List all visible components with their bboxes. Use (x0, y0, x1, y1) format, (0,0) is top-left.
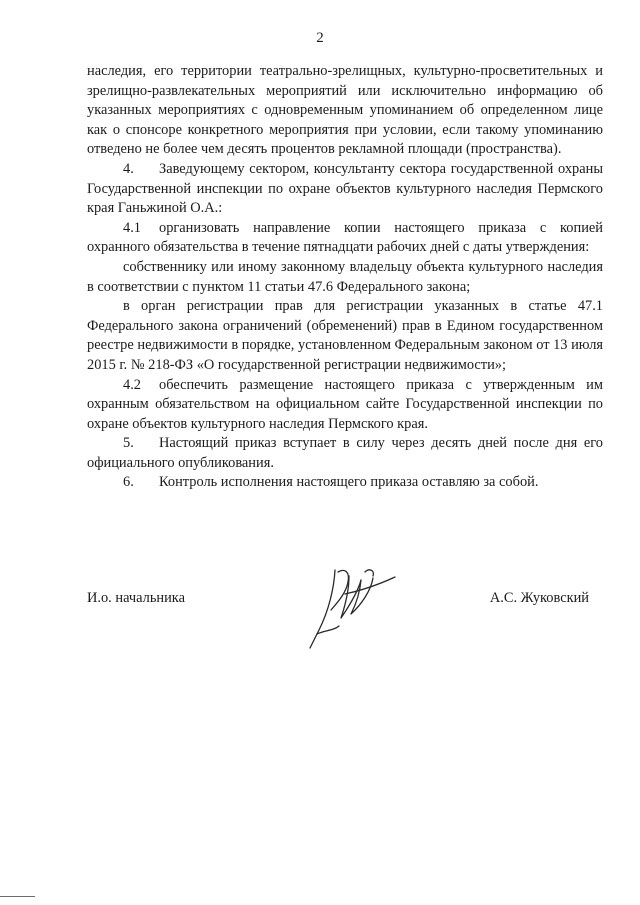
paragraph-text: обеспечить размещение настоящего приказа с утвержденным им охранным обязательством на официальном сайте Государственной инспекции по охране объектов культурного наследия Пермского края. (87, 376, 603, 432)
document-body (87, 62, 603, 493)
paragraph-item-4-2 (87, 376, 603, 435)
paragraph-text: собственнику или иному законному владельцу объекта культурного наследия в соответствии с пунктом 11 статьи 47.6 Федерального закона; (87, 258, 603, 295)
signatory-name: А.С. Жуковский (489, 590, 589, 606)
signature-stroke (331, 570, 348, 610)
paragraph-recipient-registry (87, 297, 603, 375)
paragraph-text: в орган регистрации прав для регистрации указанных в статье 47.1 Федерального закона ограничений (обременений) прав в Едином государственном реестре недвижимости в порядке, установленном Федеральным законом от 13 июля 2015 г. № 218-ФЗ «О государственной регистрации недвижимости»; (87, 298, 603, 373)
item-number: 4.1 (123, 219, 141, 236)
paragraph-item-4-1 (87, 219, 603, 258)
signatory-role: И.о. начальника (87, 590, 185, 606)
paragraph-continuation (87, 62, 603, 160)
paragraph-text: организовать направление копии настоящего приказа с копией охранного обязательства в течение пятнадцати рабочих дней с даты утверждения: (87, 219, 603, 256)
paragraph-item-5 (87, 434, 603, 473)
paragraph-text: Настоящий приказ вступает в силу через десять дней после дня его официального опубликования. (87, 435, 603, 471)
paragraph-item-6 (87, 473, 603, 493)
item-number: 5. (123, 435, 134, 452)
paragraph-item-4 (87, 160, 603, 219)
item-number: 4. (123, 160, 134, 177)
paragraph-text: Заведующему сектором, консультанту сектора государственной охраны Государственной инспекции по охране объектов культурного наследия Пермского края Ганьжиной О.А.: (87, 160, 603, 217)
paragraph-recipient-owner (87, 258, 603, 297)
signature-stroke (345, 577, 395, 594)
signature-stroke (365, 570, 373, 576)
item-number: 4.2 (123, 376, 141, 393)
handwritten-signature (305, 560, 400, 655)
paragraph-text: наследия, его территории театрально-зрелищных, культурно-просветительных и зрелищно-развлекательных мероприятий или исключительно информацию об указанных мероприятиях с одновременным упоминанием об определенном лице как о спонсоре конкретного мероприятия при условии, если такому упоминанию отведено не более чем десять процентов рекламной площади (пространства). (87, 63, 603, 158)
item-number: 6. (123, 474, 134, 491)
page-number: 2 (316, 30, 324, 46)
scan-edge-mark (0, 896, 35, 897)
paragraph-text: Контроль исполнения настоящего приказа оставляю за собой. (159, 474, 539, 491)
